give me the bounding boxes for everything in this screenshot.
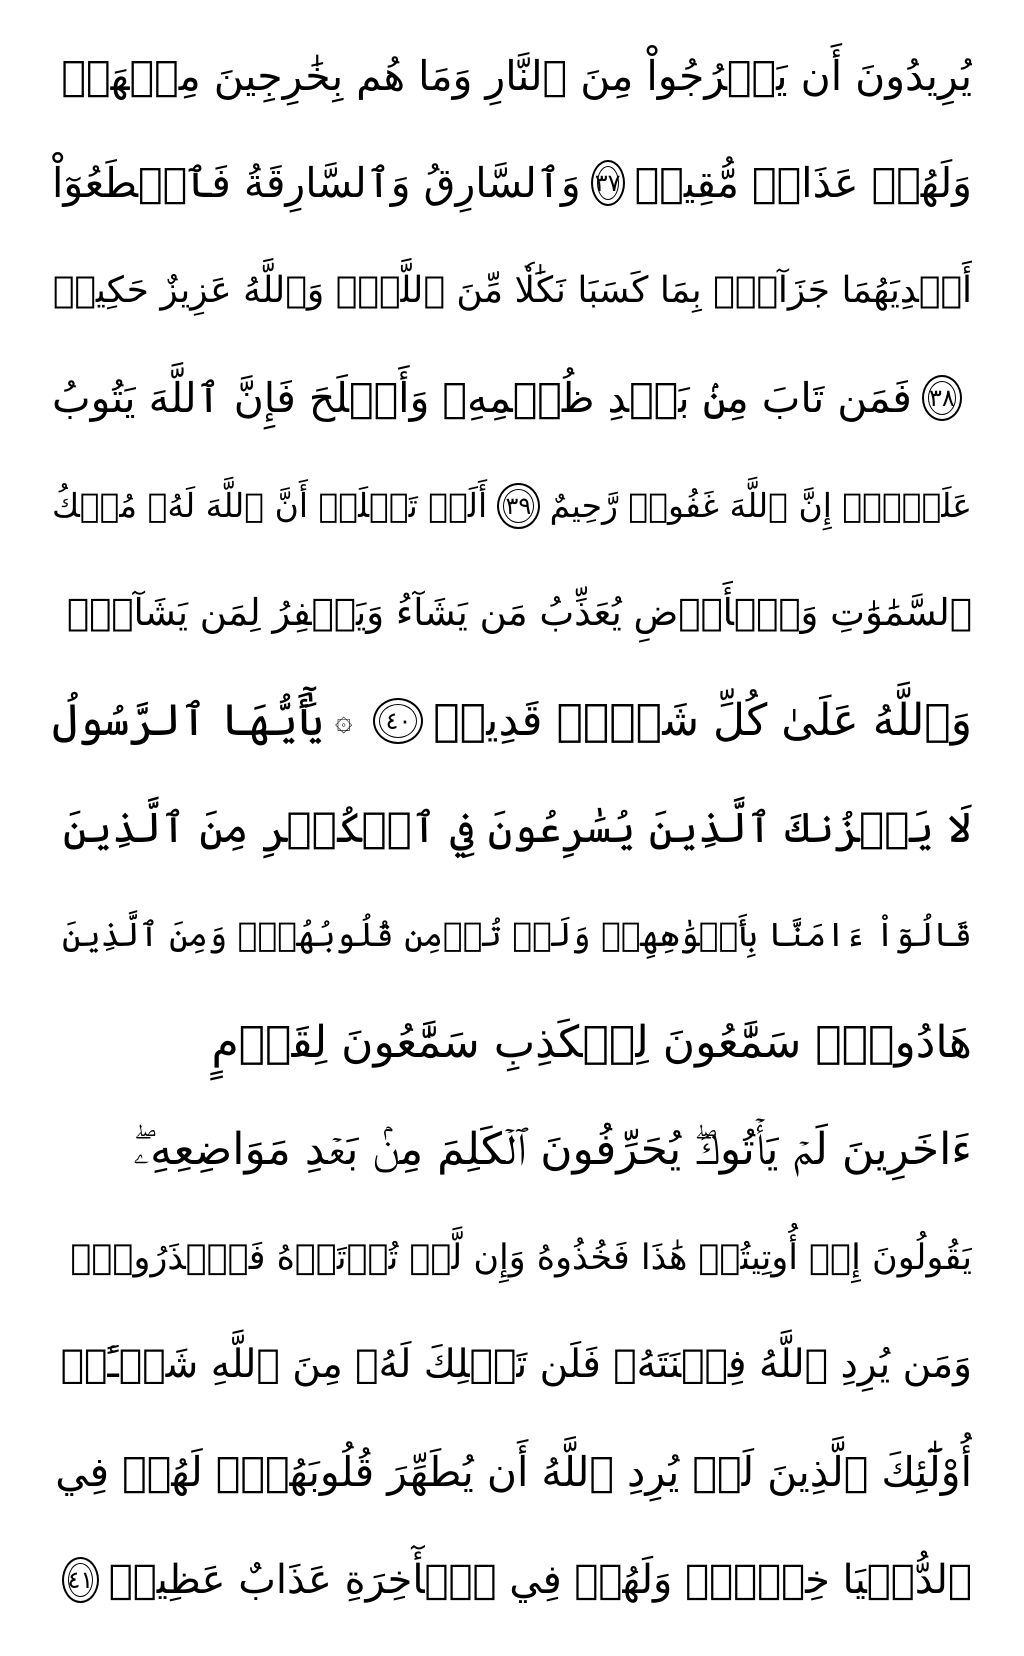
verse-text: وَلَهُمۡ عَذَابٞ مُّقِيمٞ [634, 159, 972, 208]
text-line [52, 679, 972, 763]
text-line [52, 141, 972, 225]
text-line [52, 1538, 972, 1622]
verse-text: ٱلدُّنۡيَا خِزۡيٞۖ وَلَهُمۡ فِي ٱلۡأٓخِرَةِ عَذَابٌ عَظِيمٞ [108, 1556, 972, 1603]
verse-text: يَقُولُونَ إِنۡ أُوتِيتُمۡ هَٰذَا فَخُذُوهُ وَإِن لَّمۡ تُؤۡتَوۡهُ فَٱحۡذَرُواْۚ [70, 1237, 972, 1278]
text-line [52, 1216, 972, 1300]
verse-lines [52, 34, 972, 1622]
text-line [52, 1001, 972, 1085]
verse-text: أَلَمۡ تَعۡلَمۡ أَنَّ ٱللَّهَ لَهُۥ مُلۡكُ [52, 485, 488, 525]
verse-text: يَٰٓأَيُّهَا ٱلرَّسُولُ [52, 694, 324, 746]
text-line [52, 34, 972, 118]
verse-text: ٱلسَّمَٰوَٰتِ وَٱلۡأَرۡضِ يُعَذِّبُ مَن يَشَآءُ وَيَغۡفِرُ لِمَن يَشَآءُۗ [66, 591, 972, 635]
verse-text: وَٱللَّهُ عَلَىٰ كُلِّ شَيۡءٖ قَدِيرٞ [433, 694, 972, 746]
ayah-number-marker: ٤١ [62, 1557, 99, 1603]
verse-text: لَا يَحۡزُنكَ ٱلَّذِينَ يُسَٰرِعُونَ فِي ٱلۡكُفۡرِ مِنَ ٱلَّذِينَ [62, 802, 972, 852]
verse-text: فَمَن تَابَ مِنۢ بَعۡدِ ظُلۡمِهِۦ وَأَصۡلَحَ فَإِنَّ ٱللَّهَ يَتُوبُ [52, 374, 912, 423]
text-line [52, 1323, 972, 1407]
ayah-number-marker: ٣٨ [922, 375, 962, 421]
verse-text: يُرِيدُونَ أَن يَخۡرُجُواْ مِنَ ٱلنَّارِ وَمَا هُم بِخَٰرِجِينَ مِنۡهَاۖ [61, 52, 972, 100]
text-line [52, 571, 972, 655]
text-line [52, 356, 972, 440]
ayah-number-marker: ٤٠ [373, 698, 423, 744]
text-line [52, 464, 972, 548]
text-line [52, 1108, 972, 1192]
verse-text: قَالُوٓاْ ءَامَنَّا بِأَفۡوَٰهِهِمۡ وَلَمۡ تُؤۡمِن قُلُوبُهُمۡۛ وَمِنَ ٱلَّذِينَ [61, 915, 972, 955]
text-line [52, 893, 972, 977]
text-line [52, 249, 972, 333]
verse-text: ءَاخَرِينَ لَمۡ يَأۡتُوكَۖ يُحَرِّفُونَ ٱلۡكَلِمَ مِنۢ بَعۡدِ مَوَاضِعِهِۦۖ [133, 1124, 972, 1176]
rub-el-hizb-icon: ۞ [334, 702, 353, 738]
verse-text: عَلَيۡهِۚ إِنَّ ٱللَّهَ غَفُورٞ رَّحِيمٌ [549, 485, 972, 525]
text-line [52, 786, 972, 870]
verse-text: أُوْلَٰٓئِكَ ٱلَّذِينَ لَمۡ يُرِدِ ٱللَّهُ أَن يُطَهِّرَ قُلُوبَهُمۡۚ لَهُمۡ فِي [55, 1448, 972, 1497]
ayah-number-marker: ٣٧ [591, 160, 625, 206]
verse-text: هَادُواْۛ سَمَّٰعُونَ لِلۡكَذِبِ سَمَّٰعُونَ لِقَوۡمٍ [211, 1016, 972, 1068]
verse-text: وَٱلسَّارِقُ وَٱلسَّارِقَةُ فَٱقۡطَعُوٓاْ [52, 159, 581, 208]
verse-text: أَيۡدِيَهُمَا جَزَآءَۢ بِمَا كَسَبَا نَكَٰلٗا مِّنَ ٱللَّهِۗ وَٱللَّهُ عَزِيزٌ حَكِيمٞ [52, 269, 972, 311]
verse-text: وَمَن يُرِدِ ٱللَّهُ فِتۡنَتَهُۥ فَلَن تَمۡلِكَ لَهُۥ مِنَ ٱللَّهِ شَيۡـًٔاۚ [60, 1342, 972, 1388]
ayah-number-marker: ٣٩ [497, 483, 540, 529]
text-line [52, 1430, 972, 1514]
